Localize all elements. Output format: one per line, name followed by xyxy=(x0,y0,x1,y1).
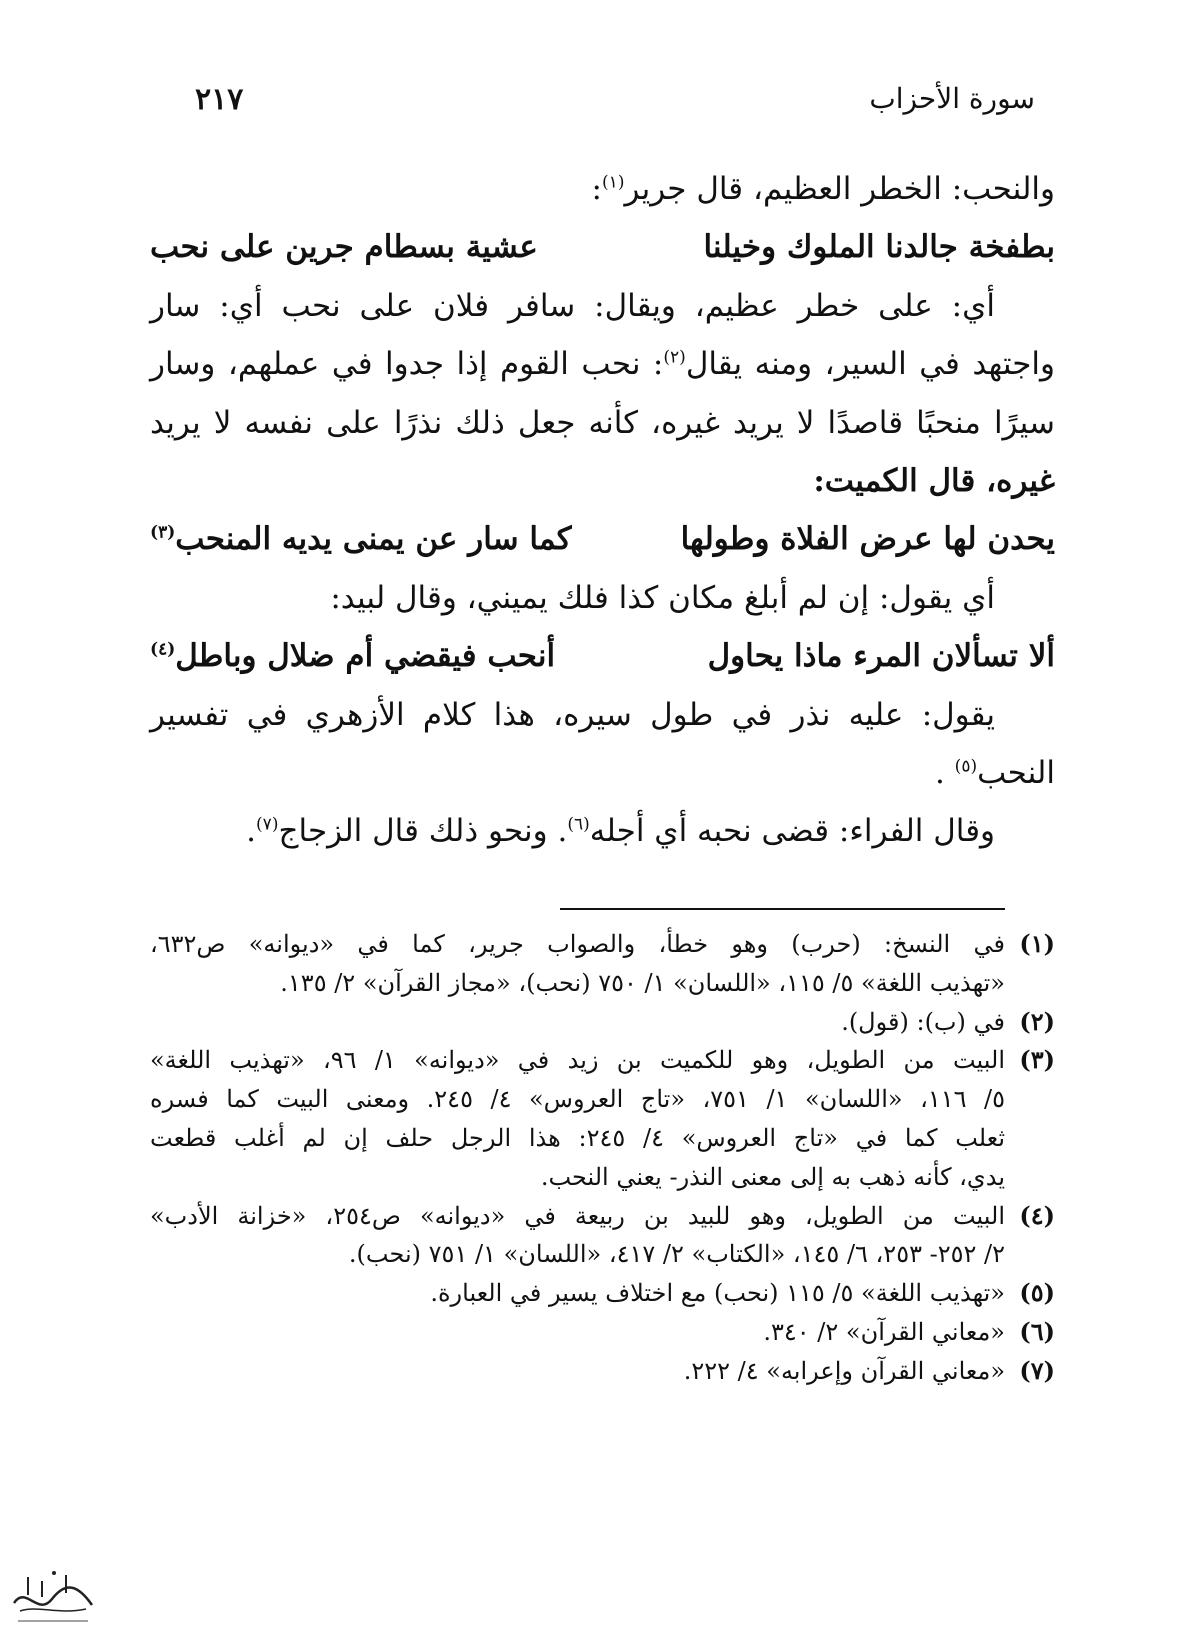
main-text xyxy=(150,160,1055,861)
text-segment: سيرًا منحبًا قاصدًا لا يريد غيره، كأنه جعل ذلك نذرًا على نفسه لا يريد xyxy=(150,404,1055,441)
footnote-line: «تهذيب اللغة» ٥/ ١١٥ (نحب) مع اختلاف يسير في العبارة. xyxy=(430,1279,1005,1308)
page-header xyxy=(150,82,1035,132)
footnote xyxy=(150,1197,1055,1275)
footnote-line: ٥/ ١١٦، «اللسان» ١/ ٧٥١، «تاج العروس» ٤/ ٢٤٥. ومعنى البيت كما فسره xyxy=(150,1085,1006,1114)
footnote-line: البيت من الطويل، وهو للكميت بن زيد في «ديوانه» ١/ ٩٦، «تهذيب اللغة» xyxy=(150,1046,1006,1075)
page-number: ٢١٧ xyxy=(195,82,244,117)
verse-hemistich: يحدن لها عرض الفلاة وطولها xyxy=(680,521,1055,558)
footnote-number: (٥) xyxy=(1019,1278,1055,1308)
footnote-marker: (٦) xyxy=(567,814,590,835)
footnote-text xyxy=(150,1197,1005,1275)
footnote-line: «تهذيب اللغة» ٥/ ١١٥، «اللسان» ١/ ٧٥٠ (نحب)، «مجاز القرآن» ٢/ ١٣٥. xyxy=(280,968,1005,997)
footnote-text xyxy=(150,1003,1005,1042)
footnote xyxy=(150,1003,1055,1042)
text-line xyxy=(150,335,1055,393)
verse-hemistich: كما سار عن يمنى يديه المنحب$^{(٣)}$ xyxy=(150,521,572,558)
surah-title: سورة الأحزاب xyxy=(869,82,1035,115)
footnote-number: (١) xyxy=(1019,929,1055,958)
footnote-line: في النسخ: (حرب) وهو خطأ، والصواب جرير، كما في «ديوانه» ص٦٣٢، xyxy=(150,930,1005,958)
text-line xyxy=(150,686,1055,744)
verse-line xyxy=(150,627,1055,685)
text-segment: وقال الفراء: قضى نحبه أي أجله xyxy=(589,813,995,850)
footnote-line: ثعلب كما في «تاج العروس» ٤/ ٢٤٥: هذا الرجل حلف إن لم أغلب قطعت xyxy=(150,1123,1006,1152)
text-segment: غيره، قال الكميت: xyxy=(813,462,1055,499)
footnote-text xyxy=(150,925,1005,1003)
verse-hemistich: أنحب فيقضي أم ضلال وباطل$^{(٤)}$ xyxy=(150,638,556,675)
footnote-marker: (٧) xyxy=(256,814,279,835)
text-segment: أي يقول: إن لم أبلغ مكان كذا فلك يميني، وقال لبيد: xyxy=(330,579,995,616)
text-segment: يقول: عليه نذر في طول سيره، هذا كلام الأزهري في تفسير xyxy=(150,696,995,733)
verse-hemistich: بطفخة جالدنا الملوك وخيلنا xyxy=(703,229,1055,266)
footnote-number: (٦) xyxy=(1019,1316,1055,1346)
footnote-marker: (٢) xyxy=(663,347,686,368)
text-segment: واجتهد في السير، ومنه يقال xyxy=(685,346,1055,383)
footnote-number: (٧) xyxy=(1019,1355,1055,1385)
footnote xyxy=(150,1274,1055,1313)
verse-hemistich: عشية بسطام جرين على نحب xyxy=(150,229,538,266)
footnote-line: «معاني القرآن وإعرابه» ٤/ ٢٢٢. xyxy=(683,1356,1005,1385)
text-line xyxy=(150,452,1055,510)
stamp-logo-icon xyxy=(8,1555,98,1630)
footnote-marker: (٣) xyxy=(150,523,176,544)
footnote-marker: (١) xyxy=(602,172,625,193)
footnote-line: يدي، كأنه ذهب به إلى معنى النذر- يعني النحب. xyxy=(540,1162,1005,1191)
text-line xyxy=(150,569,1055,627)
footnote-marker: (٤) xyxy=(150,639,176,660)
footnote-number: (٣) xyxy=(1019,1045,1055,1075)
text-segment: : نحب القوم إذا جدوا في عملهم، وسار xyxy=(150,346,664,383)
text-line xyxy=(150,160,1055,218)
footnote xyxy=(150,925,1055,1003)
text-segment: : xyxy=(591,171,602,207)
footnote-line: «معاني القرآن» ٢/ ٣٤٠. xyxy=(763,1317,1005,1346)
text-line xyxy=(150,277,1055,335)
footnote-line: في (ب): (قول). xyxy=(841,1007,1005,1036)
footnote-text xyxy=(150,1352,1005,1391)
footnote-marker: (٥) xyxy=(954,756,978,777)
text-line xyxy=(150,394,1055,452)
verse-hemistich: ألا تسألان المرء ماذا يحاول xyxy=(707,638,1055,675)
verse-line xyxy=(150,510,1055,568)
footnote-line: ٢/ ٢٥٢- ٢٥٣، ٦/ ١٤٥، «الكتاب» ٢/ ٤١٧، «اللسان» ١/ ٧٥١ (نحب). xyxy=(348,1240,1005,1269)
text-line xyxy=(150,744,1055,802)
footnote-text xyxy=(150,1313,1005,1352)
text-segment: النحب xyxy=(977,754,1055,791)
text-segment: . xyxy=(246,813,257,850)
footnote-separator xyxy=(560,908,1005,910)
footnote xyxy=(150,1313,1055,1352)
footnote xyxy=(150,1041,1055,1196)
footnote-text xyxy=(150,1041,1005,1196)
footnotes xyxy=(150,925,1055,1391)
footnote-number: (٤) xyxy=(1019,1200,1055,1230)
verse-line xyxy=(150,218,1055,276)
footnote-line: البيت من الطويل، وهو للبيد بن ربيعة في «ديوانه» ص٢٥٤، «خزانة الأدب» xyxy=(150,1201,1005,1230)
text-line xyxy=(150,802,1055,860)
footnote-number: (٢) xyxy=(1019,1006,1055,1036)
text-segment: . xyxy=(934,754,955,791)
text-segment: . ونحو ذلك قال الزجاج xyxy=(278,813,568,850)
footnote xyxy=(150,1352,1055,1391)
text-segment: أي: على خطر عظيم، ويقال: سافر فلان على نحب أي: سار xyxy=(150,287,995,324)
footnote-text xyxy=(150,1274,1005,1313)
text-segment: والنحب: الخطر العظيم، قال جرير xyxy=(624,171,1055,207)
